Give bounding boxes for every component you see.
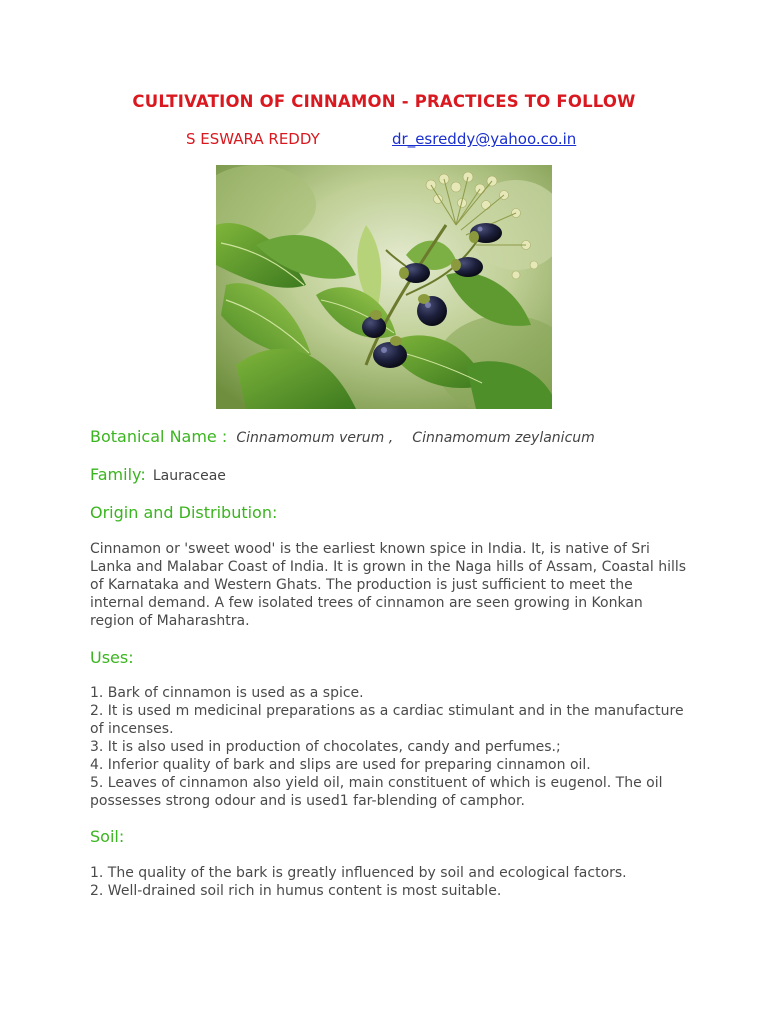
list-item: 4. Inferior quality of bark and slips are used for preparing cinnamon oil. xyxy=(90,757,591,773)
page-title: CULTIVATION OF CINNAMON - PRACTICES TO FOLLOW xyxy=(132,92,636,111)
family-value: Lauraceae xyxy=(152,468,226,484)
family-label: Family: xyxy=(90,465,146,484)
list-item: 2. Well-drained soil rich in humus content is most suitable. xyxy=(90,883,502,899)
soil-heading: Soil: xyxy=(90,827,125,846)
soil-list xyxy=(90,864,690,900)
family-row xyxy=(90,465,226,487)
author-name: S ESWARA REDDY xyxy=(186,130,320,148)
botanical-name-verum: Cinnamomum verum , xyxy=(236,430,394,446)
botanical-name-zeylanicum: Cinnamomum zeylanicum xyxy=(412,430,595,446)
origin-heading: Origin and Distribution: xyxy=(90,503,278,522)
list-item: 1. Bark of cinnamon is used as a spice. xyxy=(90,685,364,701)
list-item: 1. The quality of the bark is greatly influenced by soil and ecological factors. xyxy=(90,865,627,881)
list-item: 5. Leaves of cinnamon also yield oil, main constituent of which is eugenol. The oil possesses strong odour and is used1 far-blending of camphor. xyxy=(90,775,663,809)
byline xyxy=(0,130,768,150)
uses-list xyxy=(90,684,690,810)
author-email-link[interactable]: dr_esreddy@yahoo.co.in xyxy=(392,130,577,148)
botanical-name-row xyxy=(90,427,595,449)
list-item: 3. It is also used in production of chocolates, candy and perfumes.; xyxy=(90,739,561,755)
list-item: 2. It is used m medicinal preparations as a cardiac stimulant and in the manufacture of incenses. xyxy=(90,703,684,737)
uses-heading: Uses: xyxy=(90,648,134,667)
cinnamon-photo xyxy=(216,165,552,409)
origin-paragraph: Cinnamon or 'sweet wood' is the earliest known spice in India. It, is native of Sri Lanka and Malabar Coast of India. It is grown in the Naga hills of Assam, Coastal hills of Karnataka and Western Ghats. The production is just sufficient to meet the internal demand. A few isolated trees of cinnamon are seen growing in Konkan region of Maharashtra. xyxy=(90,541,687,629)
botanical-name-label: Botanical Name : xyxy=(90,427,228,446)
